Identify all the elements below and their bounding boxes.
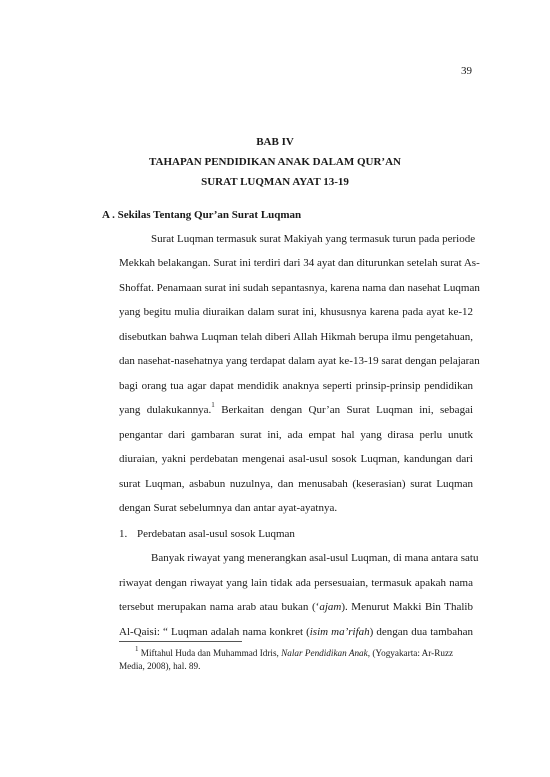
chapter-label: BAB IV (256, 136, 294, 148)
paragraph-line: Surat Luqman termasuk surat Makiyah yang termasuk turun pada periode (151, 233, 476, 245)
footnote (135, 644, 454, 658)
paragraph-line: yang begitu mulia diuraikan dalam surat ini, khususnya karena pada ayat ke-12 (119, 306, 473, 318)
paragraph-line (119, 401, 474, 417)
footnote-text: Miftahul Huda dan Muhammad Idris, (138, 648, 282, 658)
italic-term: ajam (319, 601, 342, 613)
paragraph-line (119, 601, 473, 614)
paragraph-line: Banyak riwayat yang menerangkan asal-usul Luqman, di mana antara satu (151, 552, 479, 564)
subsection-title: Perdebatan asal-usul sosok Luqman (137, 528, 295, 540)
paragraph-line: disebutkan bahwa Luqman telah diberi Allah Hikmah berupa ilmu pengetahuan, (119, 331, 473, 343)
section-heading: A . Sekilas Tentang Qur’an Surat Luqman (102, 209, 302, 221)
page-number: 39 (461, 65, 472, 77)
paragraph-text: yang dulakukannya. (119, 404, 212, 416)
paragraph-line: riwayat dengan riwayat yang lain tidak ada persesuaian, termasuk apakah nama (119, 577, 473, 589)
paragraph-text: ). Menurut Makki Bin Thalib (341, 601, 473, 613)
footnote-number: 1 (135, 644, 139, 653)
footnote-title: Nalar Pendidikan Anak, (281, 648, 371, 658)
paragraph-text: tersebut merupakan nama arab atau bukan (‘ (119, 601, 320, 613)
paragraph-line: bagi orang tua agar dapat mendidik anaknya seperti prinsip-prinsip pendidikan (119, 380, 473, 392)
paragraph-line: Mekkah belakangan. Surat ini terdiri dari 34 ayat dan diturunkan setelah surat As- (119, 257, 480, 269)
subsection-number: 1. (119, 528, 128, 540)
paragraph-line: diuraian, yakni perdebatan mengenai asal-usul sosok Luqman, kandungan dari (119, 453, 473, 465)
paragraph-line: Shoffat. Penamaan surat ini sudah sepantasnya, karena nama dan nasehat Luqman (119, 282, 480, 294)
footnote-reference: 1 (211, 401, 215, 410)
footnote-text: (Yogyakarta: Ar-Ruzz (370, 648, 454, 658)
chapter-title-line-2: SURAT LUQMAN AYAT 13-19 (201, 176, 349, 188)
paragraph-line: surat Luqman, asbabun nuzulnya, dan menusabah (keserasian) surat Luqman (119, 478, 473, 490)
footnote-separator (119, 641, 242, 642)
paragraph-line (119, 626, 473, 639)
paragraph-line: pengantar dari gambaran surat ini, ada empat hal yang dirasa perlu unutk (119, 429, 473, 441)
paragraph-text: Berkaitan dengan Qur’an Surat Luqman ini, sebagai (221, 404, 474, 416)
footnote-line-2: Media, 2008), hal. 89. (119, 661, 201, 671)
italic-term: isim ma’rifah (309, 626, 370, 638)
subsection-heading (119, 528, 295, 540)
chapter-title-line-1: TAHAPAN PENDIDIKAN ANAK DALAM QUR’AN (149, 156, 401, 168)
paragraph-line: dan nasehat-nasehatnya yang terdapat dalam ayat ke-13-19 sarat dengan pelajaran (119, 355, 480, 367)
paragraph-text: Al-Qaisi: “ Luqman adalah nama konkret ( (119, 626, 310, 638)
paragraph-text: ) dengan dua tambahan (369, 626, 473, 638)
paragraph-line: dengan Surat sebelumnya dan antar ayat-ayatnya. (119, 502, 338, 514)
